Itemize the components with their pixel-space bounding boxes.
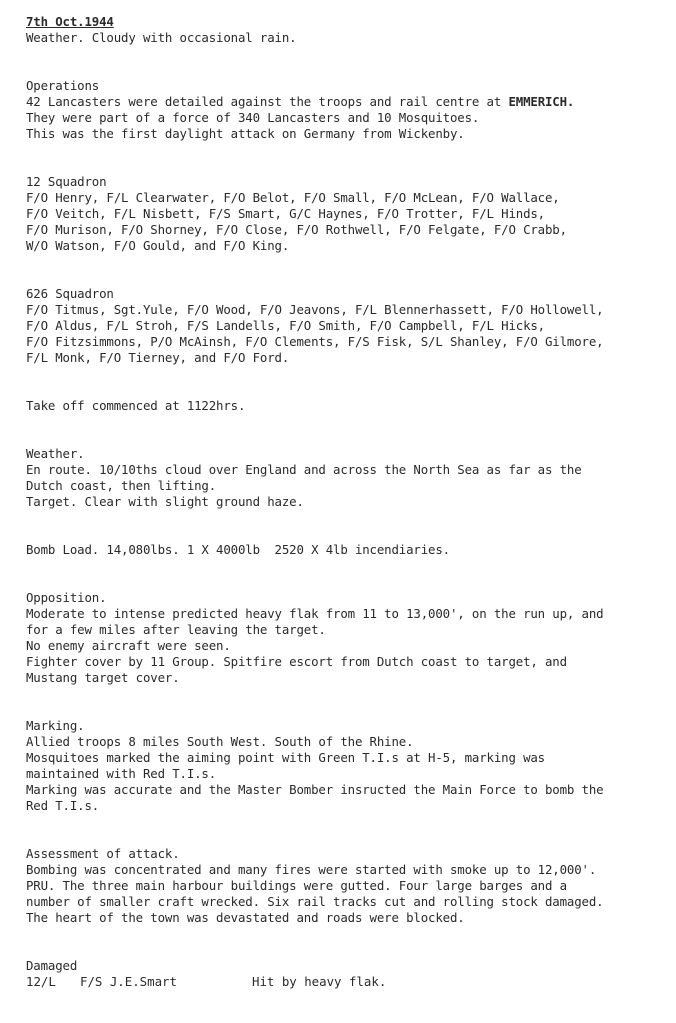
operations-heading: Operations — [26, 78, 100, 93]
assessment-line: The heart of the town was devastated and roads were blocked. — [26, 910, 465, 925]
operations-line: They were part of a force of 340 Lancasters and 10 Mosquitoes. — [26, 110, 480, 125]
opposition-heading: Opposition. — [26, 590, 107, 605]
damaged-crew: F/S J.E.Smart — [80, 974, 177, 989]
opposition-line: Moderate to intense predicted heavy flak from 11 to 13,000', on the run up, and — [26, 606, 604, 621]
operations-line1-text: 42 Lancasters were detailed against the troops and rail centre at — [26, 94, 509, 109]
squadron-626-crew-line: F/O Fitzsimmons, P/O McAinsh, F/O Clements, F/S Fisk, S/L Shanley, F/O Gilmore, — [26, 334, 604, 349]
operations-line: This was the first daylight attack on Germany from Wickenby. — [26, 126, 465, 141]
marking-line: Marking was accurate and the Master Bomber insructed the Main Force to bomb the — [26, 782, 604, 797]
squadron-12-crew-line: F/O Murison, F/O Shorney, F/O Close, F/O Rothwell, F/O Felgate, F/O Crabb, — [26, 222, 567, 237]
squadron-12-crew-line: F/O Henry, F/L Clearwater, F/O Belot, F/O Small, F/O McLean, F/O Wallace, — [26, 190, 560, 205]
squadron-12-heading: 12 Squadron — [26, 174, 107, 189]
damaged-heading: Damaged — [26, 958, 78, 973]
bomb-load: Bomb Load. 14,080lbs. 1 X 4000lb 2520 X 4lb incendiaries. — [26, 542, 450, 557]
squadron-626-crew-line: F/O Titmus, Sgt.Yule, F/O Wood, F/O Jeavons, F/L Blennerhassett, F/O Hollowell, — [26, 302, 604, 317]
damaged-row — [26, 974, 666, 990]
assessment-line: number of smaller craft wrecked. Six rail tracks cut and rolling stock damaged. — [26, 894, 604, 909]
opposition-line: Fighter cover by 11 Group. Spitfire escort from Dutch coast to target, and — [26, 654, 567, 669]
weather-line: En route. 10/10ths cloud over England and across the North Sea as far as the — [26, 462, 582, 477]
opposition-line: Mustang target cover. — [26, 670, 180, 685]
marking-line: Allied troops 8 miles South West. South of the Rhine. — [26, 734, 414, 749]
target-name: EMMERICH. — [508, 94, 575, 109]
weather-heading: Weather. — [26, 446, 85, 461]
squadron-626-crew-line: F/O Aldus, F/L Stroh, F/S Landells, F/O Smith, F/O Campbell, F/L Hicks, — [26, 318, 545, 333]
damaged-note: Hit by heavy flak. — [252, 974, 387, 989]
squadron-12-crew-line: W/O Watson, F/O Gould, and F/O King. — [26, 238, 290, 253]
opposition-line: for a few miles after leaving the target. — [26, 622, 326, 637]
marking-heading: Marking. — [26, 718, 85, 733]
squadron-626-crew-line: F/L Monk, F/O Tierney, and F/O Ford. — [26, 350, 290, 365]
weather-line: Target. Clear with slight ground haze. — [26, 494, 304, 509]
opposition-line: No enemy aircraft were seen. — [26, 638, 231, 653]
squadron-626-heading: 626 Squadron — [26, 286, 114, 301]
assessment-heading: Assessment of attack. — [26, 846, 180, 861]
entry-date: 7th Oct.1944 — [26, 14, 114, 29]
marking-line: maintained with Red T.I.s. — [26, 766, 217, 781]
weather-line: Dutch coast, then lifting. — [26, 478, 217, 493]
document-page — [26, 14, 666, 990]
marking-line: Mosquitoes marked the aiming point with Green T.I.s at H-5, marking was — [26, 750, 545, 765]
marking-line: Red T.I.s. — [26, 798, 100, 813]
operations-line — [26, 94, 666, 110]
takeoff-time: Take off commenced at 1122hrs. — [26, 398, 246, 413]
assessment-line: PRU. The three main harbour buildings were gutted. Four large barges and a — [26, 878, 567, 893]
weather-summary: Weather. Cloudy with occasional rain. — [26, 30, 297, 45]
damaged-aircraft-code: 12/L — [26, 974, 56, 989]
squadron-12-crew-line: F/O Veitch, F/L Nisbett, F/S Smart, G/C Haynes, F/O Trotter, F/L Hinds, — [26, 206, 545, 221]
assessment-line: Bombing was concentrated and many fires were started with smoke up to 12,000'. — [26, 862, 597, 877]
